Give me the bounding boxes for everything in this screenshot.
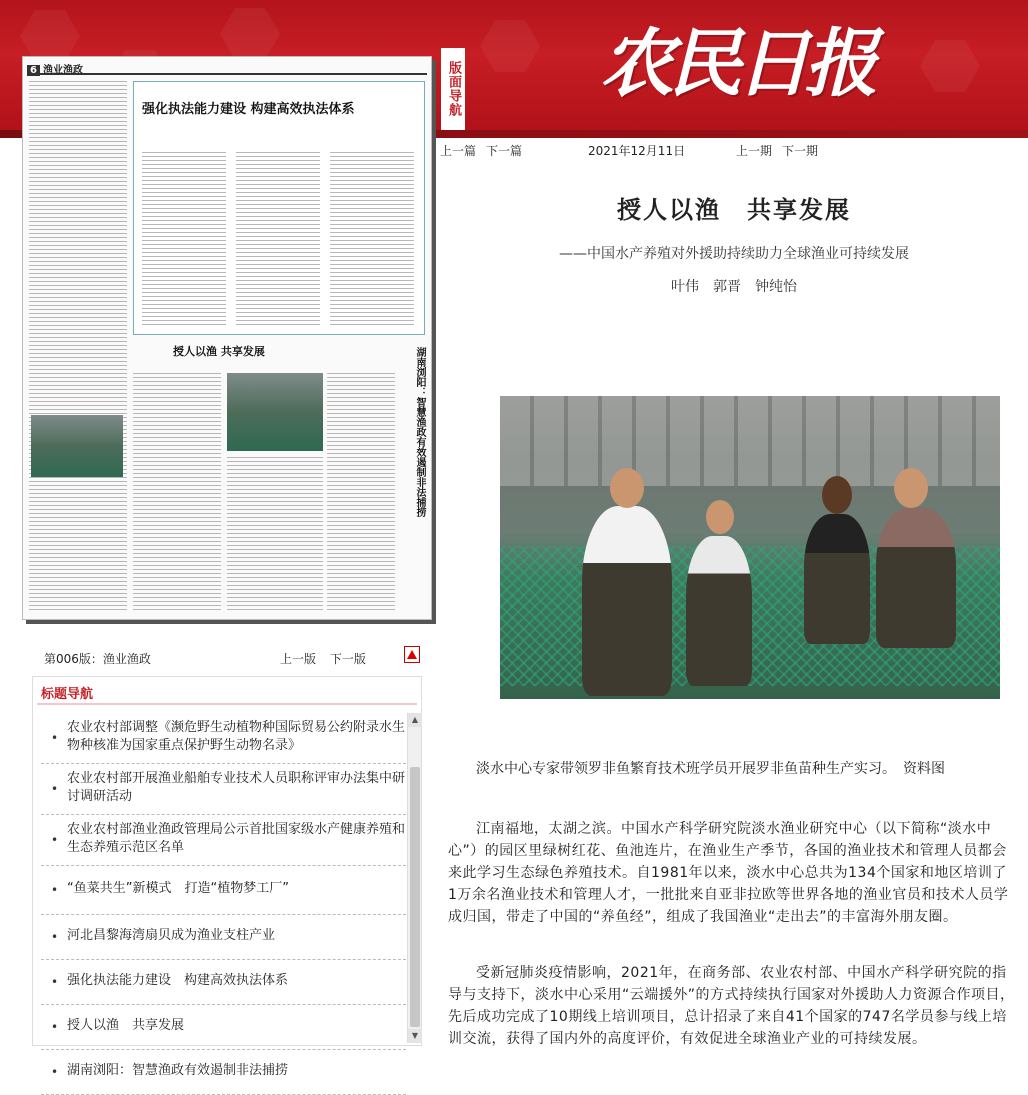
thumbnail-page-number: 6 — [27, 65, 40, 76]
photo-caption: 淡水中心专家带领罗非鱼繁育技术班学员开展罗非鱼苗种生产实习。 资料图 — [476, 761, 945, 777]
article-title: 授人以渔 共享发展 — [617, 196, 851, 224]
headline-item[interactable]: • 湖南浏阳：智慧渔政有效遏制非法捕捞 — [41, 1050, 406, 1095]
thumbnail-side-headline: 湖南浏阳：智慧渔政有效遏制非法捕捞 — [414, 347, 425, 517]
person-2 — [686, 536, 752, 686]
next-page-link[interactable]: 下一版 — [329, 652, 366, 666]
thumbnail-article-photo — [227, 373, 323, 451]
person-2-head — [706, 500, 734, 534]
headline-item[interactable]: • 农业农村部调整《濒危野生动植物种国际贸易公约附录水生物种核准为国家重点保护野生动物名录》 — [41, 713, 406, 764]
page-navigation — [280, 650, 366, 667]
page-thumbnail[interactable] — [22, 56, 432, 620]
person-1-head — [610, 468, 644, 508]
thumbnail-box-col-3 — [330, 152, 414, 328]
thumbnail-article-col-2 — [227, 457, 323, 613]
headline-item[interactable]: • 河北昌黎海湾扇贝成为渔业支柱产业 — [41, 915, 406, 960]
person-1 — [582, 506, 672, 696]
prev-issue-link[interactable]: 上一期 — [736, 144, 773, 158]
thumbnail-section: 渔业渔政 — [42, 65, 83, 76]
issue-date: 2021年12月11日 — [588, 144, 686, 158]
thumbnail-box-col-1 — [142, 152, 226, 328]
article-navigation — [440, 142, 1028, 160]
article-photo — [500, 396, 1000, 699]
thumbnail-box-col-2 — [236, 152, 320, 328]
person-3 — [804, 514, 870, 644]
thumbnail-second-headline: 授人以渔 共享发展 — [173, 345, 265, 358]
headline-item[interactable]: • 农业农村部开展渔业船舶专业技术人员职称评审办法集中研讨调研活动 — [41, 764, 406, 815]
article-paragraph-2: 受新冠肺炎疫情影响，2021年，在商务部、农业农村部、中国水产科学研究院的指导与支持下，淡水中心采用“云端援外”的方式持续执行国家对外援助人力资源合作项目，先后成功完成了10期线上培训项目，总计招录了来自41个国家的747名学员参与线上培训交流，获得了国内外的高度评价，有效促进全球渔业产业的可持续发展。 — [448, 965, 1015, 1047]
article-authors: 叶伟 郭晋 钟纯怡 — [671, 279, 797, 295]
headline-item[interactable]: • “鱼菜共生”新模式 打造“植物梦工厂” — [41, 866, 406, 915]
thumbnail-feature-box — [133, 81, 425, 335]
thumbnail-header — [27, 61, 427, 75]
thumbnail-main-headline: 强化执法能力建设 构建高效执法体系 — [142, 102, 355, 117]
prev-page-link[interactable]: 上一版 — [280, 652, 317, 666]
next-article-link[interactable]: 下一篇 — [486, 144, 523, 158]
headline-item[interactable]: • 农业农村部渔业渔政管理局公示首批国家级水产健康养殖和生态养殖示范区名单 — [41, 815, 406, 866]
person-4 — [876, 508, 956, 648]
page-label: 第006版：渔业渔政 — [44, 652, 151, 666]
thumbnail-left-column — [29, 81, 127, 611]
pdf-icon[interactable] — [404, 646, 420, 663]
person-4-head — [894, 468, 928, 508]
headline-navigation-divider — [37, 703, 417, 705]
scroll-thumb[interactable] — [410, 767, 420, 1027]
headline-navigation-title: 标题导航 — [41, 687, 94, 702]
article-paragraph-1: 江南福地，太湖之滨。中国水产科学研究院淡水渔业研究中心（以下简称“淡水中心”）的园区里绿树红花、鱼池连片，在渔业生产季节，各国的渔业技术和管理人员都会来此学习生态绿色养殖技术。自1981年以来，淡水中心总共为134个国家和地区培训了1万余名渔业技术和管理人才，一批批来自亚非拉欧等世界各地的渔业官员和技术人员学成归国，带走了中国的“养鱼经”，组成了我国渔业“走出去”的丰富海外朋友圈。 — [448, 821, 1009, 925]
section-nav-tag[interactable]: 版面导航 — [441, 48, 465, 130]
prev-article-link[interactable]: 上一篇 — [440, 144, 477, 158]
headline-item[interactable]: • 授人以渔 共享发展 — [41, 1005, 406, 1050]
newspaper-logo[interactable]: 农民日报 — [600, 21, 872, 107]
scroll-up-arrow-icon[interactable]: ▲ — [408, 713, 422, 727]
greenhouse-roof — [500, 396, 1000, 486]
headline-navigation — [32, 676, 422, 1078]
scroll-down-arrow-icon[interactable]: ▼ — [408, 1029, 422, 1043]
thumbnail-article-col-1 — [133, 373, 221, 613]
headline-item[interactable]: • 强化执法能力建设 构建高效执法体系 — [41, 960, 406, 1005]
person-3-head — [822, 476, 852, 514]
thumbnail-small-photo — [31, 415, 123, 477]
next-issue-link[interactable]: 下一期 — [782, 144, 819, 158]
thumbnail-article-col-3 — [327, 373, 395, 613]
article-subtitle: ——中国水产养殖对外援助持续助力全球渔业可持续发展 — [559, 246, 909, 262]
headline-list — [41, 713, 406, 1095]
headline-scrollbar[interactable] — [407, 713, 421, 1043]
